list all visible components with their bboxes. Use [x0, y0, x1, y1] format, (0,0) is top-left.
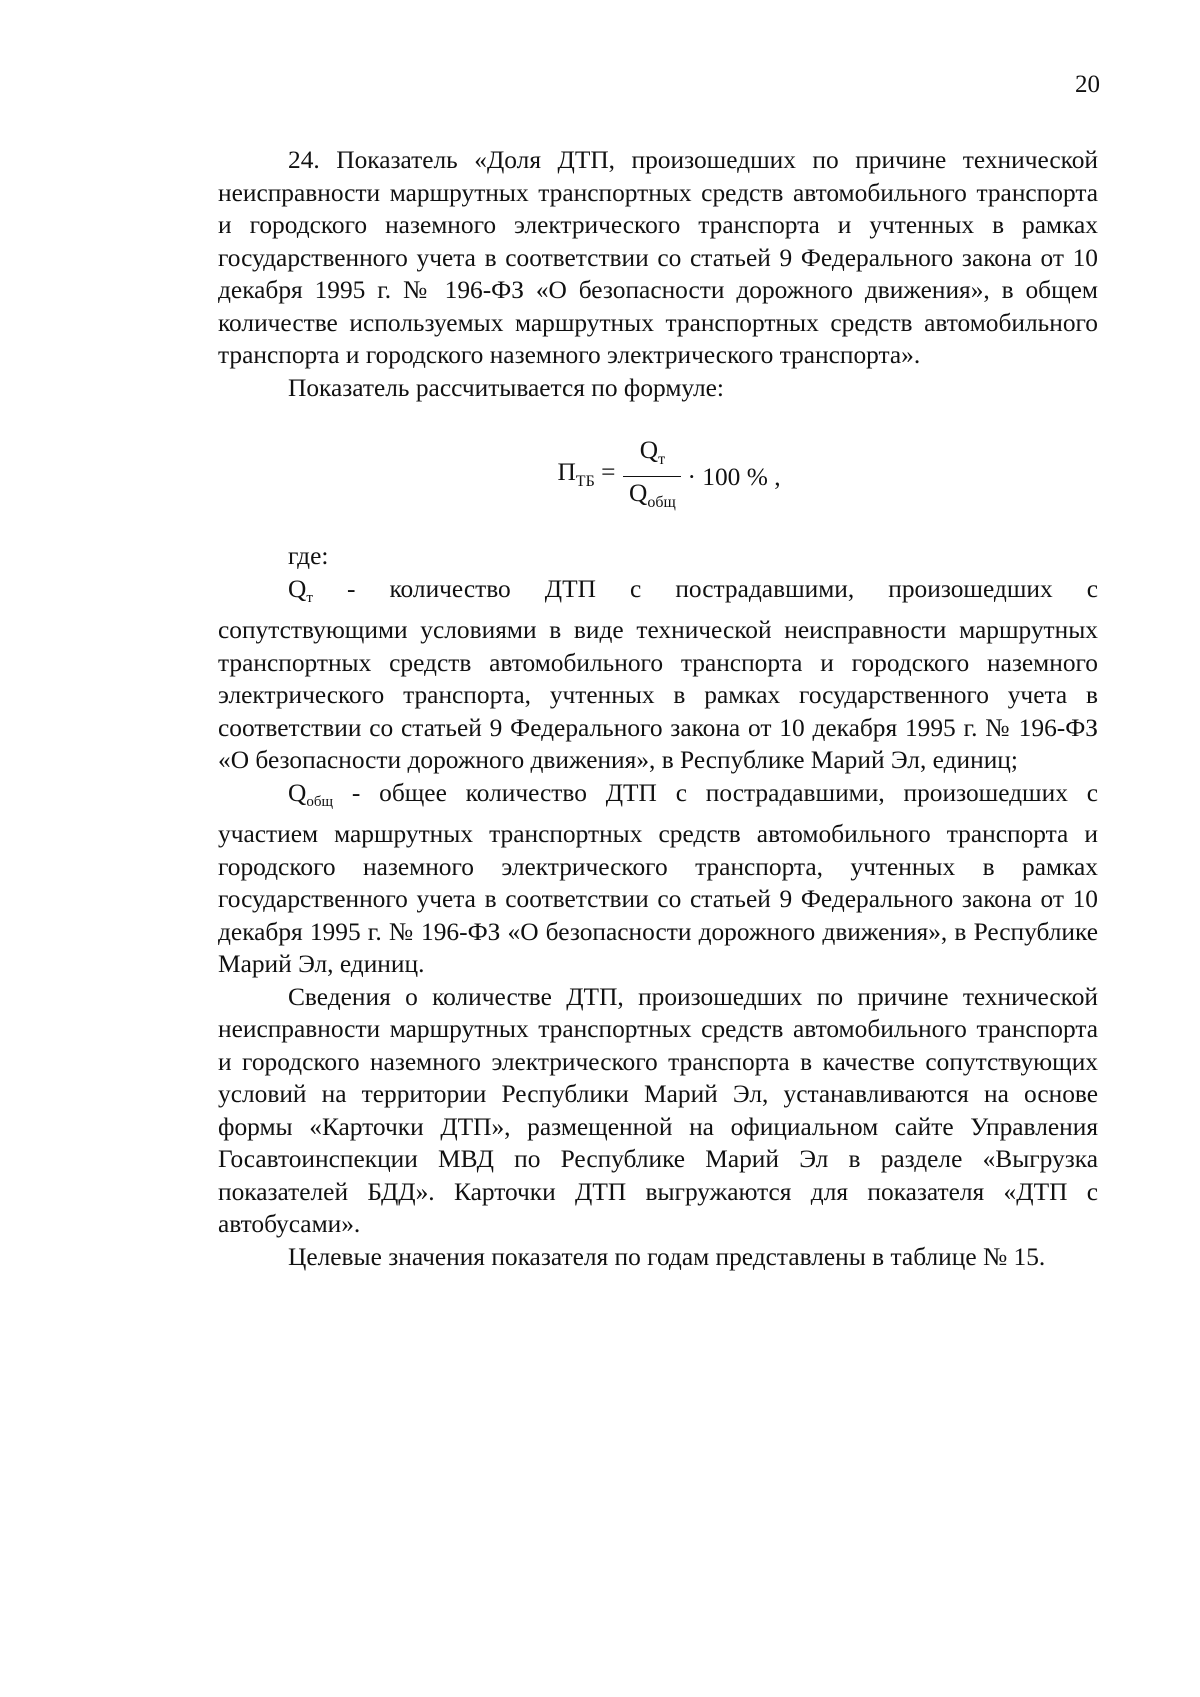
formula-lhs-subscript: ТБ — [575, 472, 595, 490]
data-source-paragraph: Сведения о количестве ДТП, произошедших по причине технической неисправности маршрутных транспортных средств автомобильного транспорта и городского наземного электрического транспорта в качестве сопутствующих условий на территории Республики Марий Эл, устанавливаются на основе формы «Карточки ДТП», размещенной на официальном сайте Управления Госавтоинспекции МВД по Республике Марий Эл в разделе «Выгрузка показателей БДД». Карточки ДТП выгружаются для показателя «ДТП с автобусами». — [218, 982, 1098, 1238]
definition-qt-subscript: т — [306, 589, 313, 606]
definition-qt-symbol: Q — [288, 574, 307, 603]
formula-denominator — [629, 477, 676, 518]
definition-qt-text: - количество ДТП с пострадавшими, произошедших с сопутствующими условиями в виде технической неисправности маршрутных транспортных средств автомобильного транспорта и городского наземного электрического транспорта, учтенных в рамках государственного учета в соответствии со статьей 9 Федерального закона от 10 декабря 1995 г. № 196-ФЗ «О безопасности дорожного движения», в Республике Марий Эл, единиц; — [218, 574, 1098, 774]
document-body — [218, 144, 1098, 1273]
target-values-paragraph: Целевые значения показателя по годам представлены в таблице № 15. — [288, 1242, 1046, 1271]
formula — [218, 435, 1098, 514]
formula-lhs-symbol: П — [557, 457, 576, 486]
page-number: 20 — [1075, 71, 1100, 98]
where-label: где: — [288, 542, 329, 570]
formula-lhs — [557, 456, 615, 499]
definition-qobsch-text: - общее количество ДТП с пострадавшими, произошедших с участием маршрутных транспортных средств автомобильного транспорта и городского наземного электрического транспорта, учтенных в рамках государственного учета в соответствии со статьей 9 Федерального закона от 10 декабря 1995 г. № 196-ФЗ «О безопасности дорожного движения», в Республике Марий Эл, единиц. — [218, 778, 1098, 978]
formula-denominator-subscript: общ — [647, 494, 676, 512]
formula-equals: = — [601, 457, 616, 486]
formula-numerator-subscript: т — [658, 450, 666, 468]
indicator-paragraph: 24. Показатель «Доля ДТП, произошедших по причине технической неисправности маршрутных транспортных средств автомобильного транспорта и городского наземного электрического транспорта и учтенных в рамках государственного учета в соответствии со статьей 9 Федерального закона от 10 декабря 1995 г. № 196-ФЗ «О безопасности дорожного движения», в общем количестве используемых маршрутных транспортных средств автомобильного транспорта и городского наземного электрического транспорта». — [218, 146, 1098, 369]
formula-multiplier: · 100 % , — [687, 462, 781, 491]
definition-qt — [218, 573, 1098, 777]
formula-numerator — [636, 436, 669, 476]
formula-fraction — [623, 436, 681, 519]
definition-qobsch-symbol: Q — [288, 778, 307, 807]
formula-denominator-symbol: Q — [629, 479, 648, 508]
definition-qobsch — [218, 777, 1098, 981]
formula-numerator-symbol: Q — [639, 435, 659, 464]
formula-intro: Показатель рассчитывается по формуле: — [288, 373, 724, 402]
definition-qobsch-subscript: общ — [306, 793, 334, 810]
